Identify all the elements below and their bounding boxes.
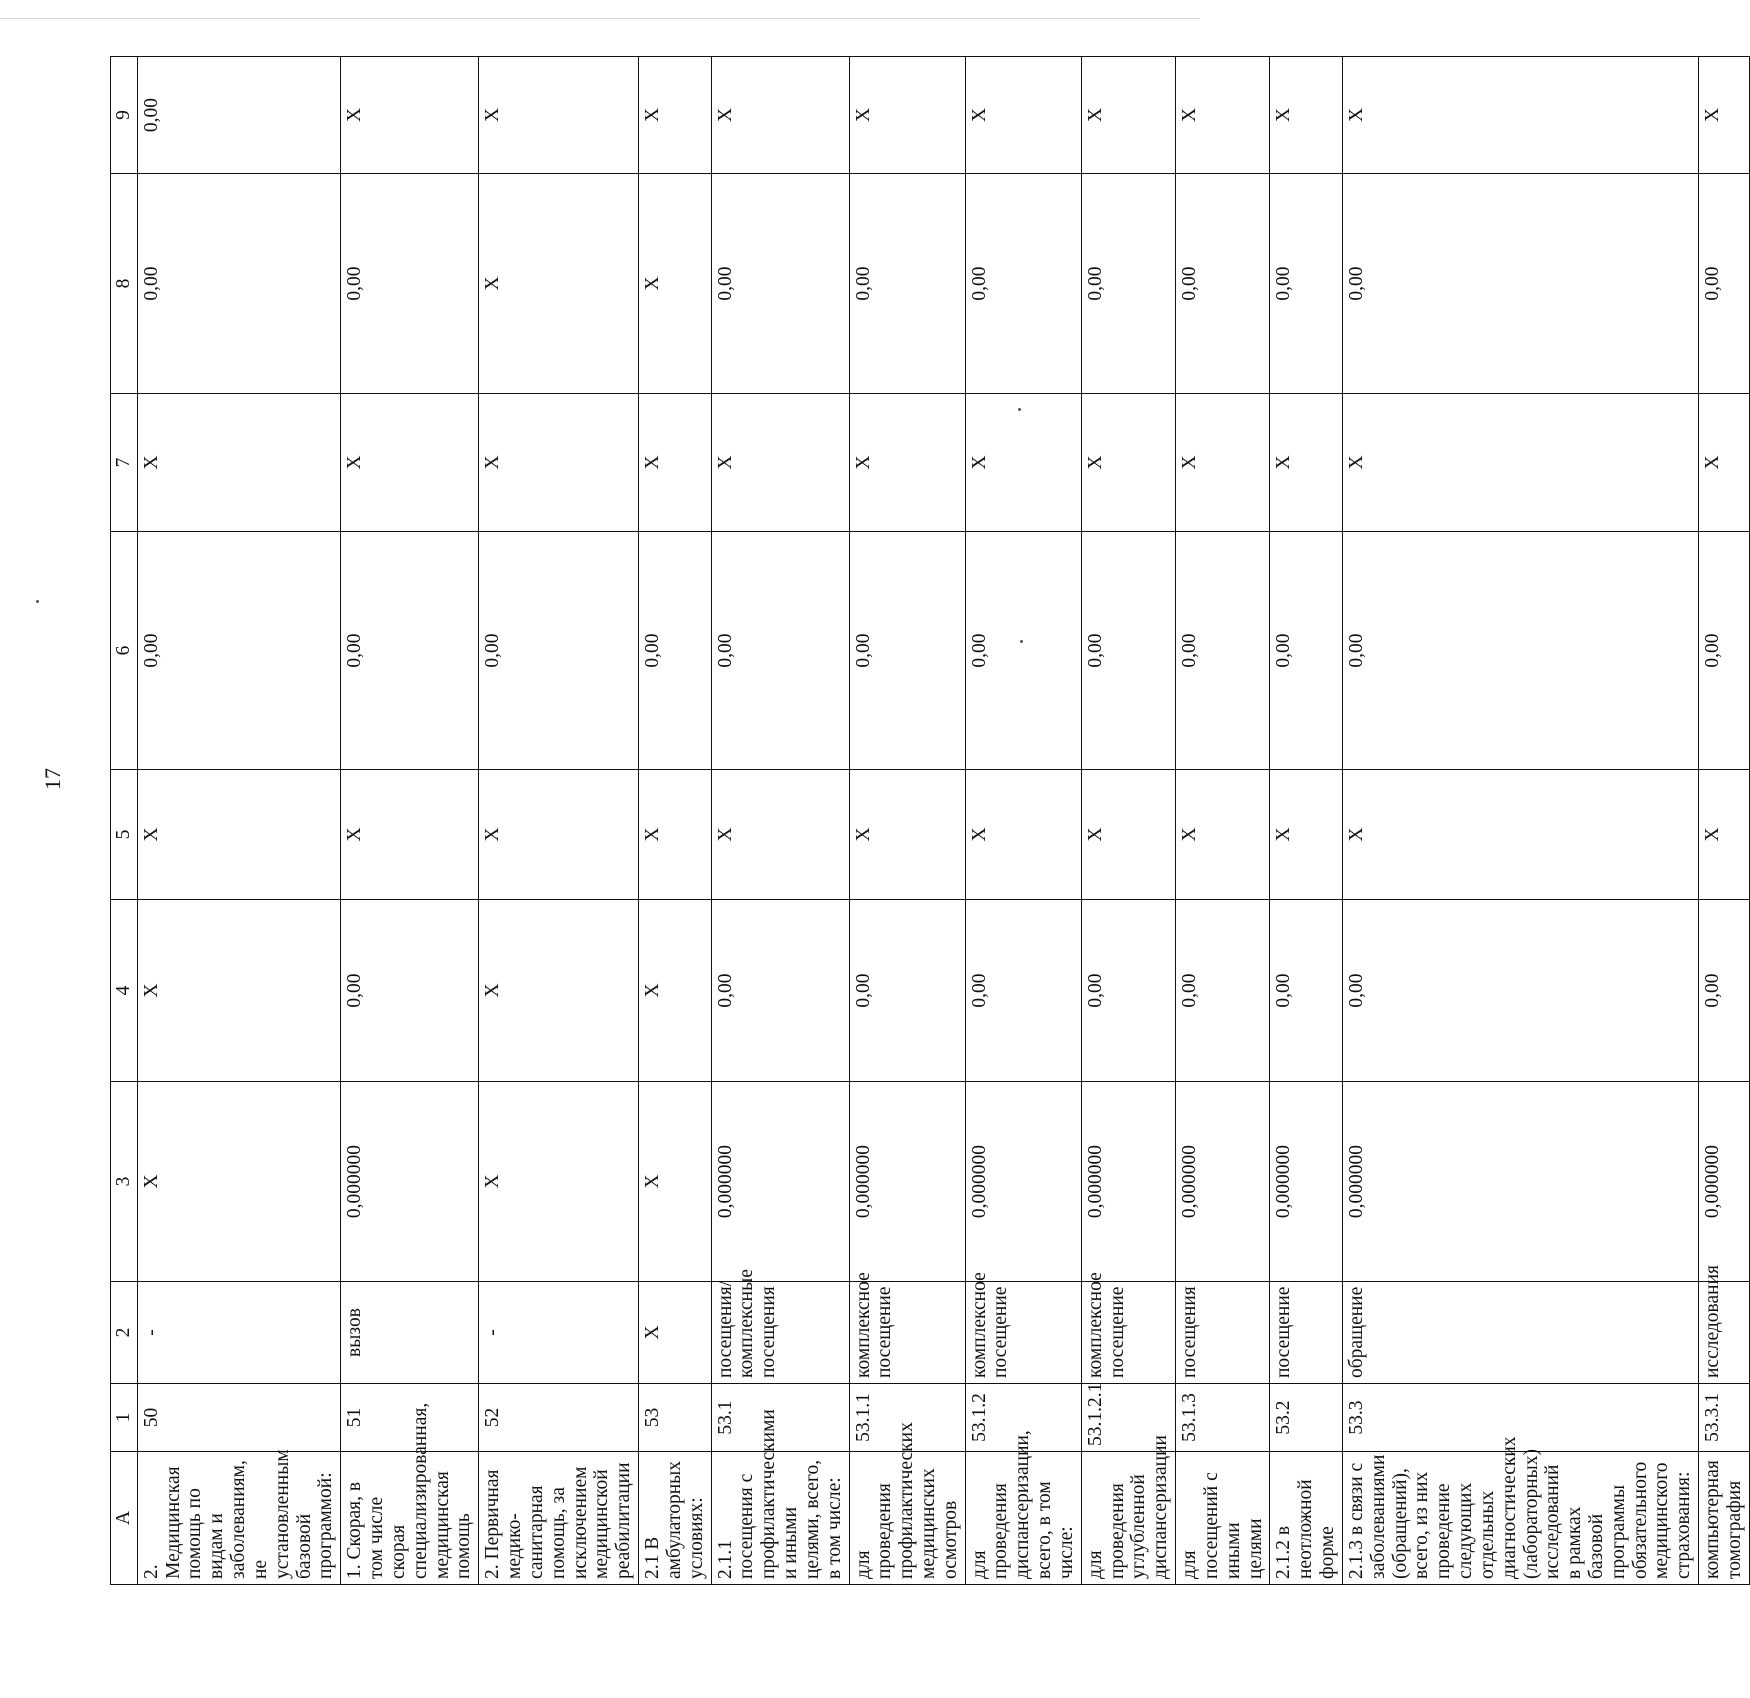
table-cell: Х xyxy=(1342,770,1698,900)
table-cell: - xyxy=(479,1282,639,1384)
table-cell: Х xyxy=(639,1082,711,1282)
table-cell: посещения xyxy=(1176,1282,1270,1384)
row-label-cell: 2.1 В амбулаторных условиях: xyxy=(639,1452,711,1585)
table-cell: исследования xyxy=(1699,1282,1750,1384)
column-header: 6 xyxy=(111,532,138,770)
table-cell: Х xyxy=(479,900,639,1082)
table-cell: Х xyxy=(639,770,711,900)
table-cell: 0,00 xyxy=(1176,532,1270,770)
table-cell: Х xyxy=(1081,394,1175,532)
table-cell: Х xyxy=(849,57,965,174)
table-cell: 0,000000 xyxy=(341,1082,479,1282)
table-cell: 0,00 xyxy=(1270,900,1342,1082)
table-cell: 0,00 xyxy=(1699,532,1750,770)
table-cell: Х xyxy=(137,1082,340,1282)
table-cell: 0,000000 xyxy=(1342,1082,1698,1282)
table-cell: 0,00 xyxy=(137,532,340,770)
table-cell: Х xyxy=(711,57,849,174)
table-cell: 0,00 xyxy=(639,532,711,770)
column-header: 8 xyxy=(111,174,138,394)
table-cell: 53.1.2 xyxy=(965,1384,1081,1452)
column-header: 7 xyxy=(111,394,138,532)
row-label-cell: для проведения диспансеризации, всего, в том числе: xyxy=(965,1452,1081,1585)
table-cell: Х xyxy=(849,394,965,532)
table-cell: 0,00 xyxy=(1342,174,1698,394)
row-label-cell: компьютерная томография xyxy=(1699,1452,1750,1585)
table-cell: Х xyxy=(1081,57,1175,174)
table-row xyxy=(1176,57,1270,1585)
row-label-cell: для посещений с иными целями xyxy=(1176,1452,1270,1585)
table-cell: Х xyxy=(137,394,340,532)
table-cell: 0,000000 xyxy=(849,1082,965,1282)
table-row xyxy=(137,57,340,1585)
table-cell: - xyxy=(137,1282,340,1384)
row-label-cell: для проведения профилактических медицинских осмотров xyxy=(849,1452,965,1585)
table-cell: Х xyxy=(1176,394,1270,532)
table-cell: Х xyxy=(1270,394,1342,532)
table-cell: Х xyxy=(137,770,340,900)
table-cell: Х xyxy=(479,174,639,394)
table-cell: Х xyxy=(479,770,639,900)
table-row xyxy=(1270,57,1342,1585)
table-cell: 0,00 xyxy=(341,532,479,770)
table-cell: 53.1.1 xyxy=(849,1384,965,1452)
table-cell: 53 xyxy=(639,1384,711,1452)
table-cell: 0,00 xyxy=(849,174,965,394)
table-row xyxy=(1081,57,1175,1585)
table-cell: 0,00 xyxy=(341,174,479,394)
table-cell: 0,00 xyxy=(1699,174,1750,394)
table-cell: 0,00 xyxy=(137,174,340,394)
header-row xyxy=(111,57,138,1585)
table-cell: Х xyxy=(849,770,965,900)
table-cell: 0,00 xyxy=(341,900,479,1082)
row-label-cell: 2.1.3 в связи с заболеваниями (обращений), всего, из них проведение следующих отдельных диагностических (лабораторных) исследований в рамках базовой программы обязательного медицинского страхования: xyxy=(1342,1452,1698,1585)
table-cell: 52 xyxy=(479,1384,639,1452)
scan-edge xyxy=(0,0,1200,19)
table-cell: Х xyxy=(639,900,711,1082)
table-cell: посещения/ комплексные посещения xyxy=(711,1282,849,1384)
table-cell: комплексное посещение xyxy=(849,1282,965,1384)
table-cell: 0,000000 xyxy=(1081,1082,1175,1282)
table-cell: 0,000000 xyxy=(711,1082,849,1282)
table-cell: 0,00 xyxy=(1176,174,1270,394)
table-cell: Х xyxy=(639,1282,711,1384)
table-cell: Х xyxy=(137,900,340,1082)
table-cell: 0,00 xyxy=(965,532,1081,770)
column-header: 3 xyxy=(111,1082,138,1282)
table-row xyxy=(849,57,965,1585)
row-label-cell: для проведения углубленной диспансеризации xyxy=(1081,1452,1175,1585)
row-label-cell: 2. Медицинская помощь по видам и заболеваниям, не установленным базовой программой: xyxy=(137,1452,340,1585)
table-cell: Х xyxy=(479,57,639,174)
table-cell: 0,00 xyxy=(711,900,849,1082)
table-cell: Х xyxy=(1176,57,1270,174)
table-cell: Х xyxy=(1342,394,1698,532)
table-cell: Х xyxy=(639,57,711,174)
table-cell: Х xyxy=(479,394,639,532)
table-cell: 50 xyxy=(137,1384,340,1452)
table-cell: 0,00 xyxy=(711,174,849,394)
table-cell: 0,00 xyxy=(1699,900,1750,1082)
table-cell: 0,00 xyxy=(1176,900,1270,1082)
table-cell: Х xyxy=(1699,394,1750,532)
table-cell: Х xyxy=(341,770,479,900)
scan-speck xyxy=(36,600,39,603)
table-cell: 0,00 xyxy=(1081,900,1175,1082)
table-cell: 0,000000 xyxy=(965,1082,1081,1282)
table-row xyxy=(341,57,479,1585)
table-cell: 0,00 xyxy=(849,532,965,770)
table-row xyxy=(479,57,639,1585)
table-row xyxy=(711,57,849,1585)
table-cell: Х xyxy=(639,394,711,532)
column-header: А xyxy=(111,1452,138,1585)
table-cell: 0,00 xyxy=(1270,532,1342,770)
table-cell: Х xyxy=(1270,770,1342,900)
table-cell: 53.2 xyxy=(1270,1384,1342,1452)
table-cell: Х xyxy=(711,394,849,532)
table-cell: вызов xyxy=(341,1282,479,1384)
table-cell: 0,000000 xyxy=(1270,1082,1342,1282)
table-cell: 0,00 xyxy=(479,532,639,770)
table-cell: Х xyxy=(1342,57,1698,174)
table-cell: 0,00 xyxy=(1270,174,1342,394)
column-header: 4 xyxy=(111,900,138,1082)
table-cell: Х xyxy=(341,394,479,532)
table-cell: 0,00 xyxy=(137,57,340,174)
table-row xyxy=(1699,57,1750,1585)
table-cell: 0,00 xyxy=(1081,532,1175,770)
table-cell: обращение xyxy=(1342,1282,1698,1384)
table-cell: 0,000000 xyxy=(1699,1082,1750,1282)
column-header: 2 xyxy=(111,1282,138,1384)
row-label-cell: 2. Первичная медико-санитарная помощь, за исключением медицинской реабилитации xyxy=(479,1452,639,1585)
table-cell: Х xyxy=(479,1082,639,1282)
table-row xyxy=(639,57,711,1585)
table-cell: Х xyxy=(965,57,1081,174)
table-cell: 51 xyxy=(341,1384,479,1452)
table-cell: Х xyxy=(965,394,1081,532)
table-cell: Х xyxy=(1699,57,1750,174)
table-cell: 53.1.3 xyxy=(1176,1384,1270,1452)
row-label-cell: 2.1.1 посещения с профилактическими и иными целями, всего, в том числе: xyxy=(711,1452,849,1585)
table-cell: 53.3 xyxy=(1342,1384,1698,1452)
table-cell: 0,00 xyxy=(1342,900,1698,1082)
table-cell: Х xyxy=(1699,770,1750,900)
table-cell: Х xyxy=(965,770,1081,900)
table-cell: Х xyxy=(1270,57,1342,174)
table-cell: Х xyxy=(639,174,711,394)
table-cell: 0,00 xyxy=(965,900,1081,1082)
row-label-cell: 1. Скорая, в том числе скорая специализированная, медицинская помощь xyxy=(341,1452,479,1585)
page-number: 17 xyxy=(40,768,65,790)
table-row xyxy=(1342,57,1698,1585)
table-cell: 0,000000 xyxy=(1176,1082,1270,1282)
table-cell: комплексное посещение xyxy=(1081,1282,1175,1384)
rotated-table-container xyxy=(110,57,1745,1585)
column-header: 5 xyxy=(111,770,138,900)
table-cell: 0,00 xyxy=(1081,174,1175,394)
column-header: 9 xyxy=(111,57,138,174)
table-cell: Х xyxy=(1081,770,1175,900)
table-cell: 53.1 xyxy=(711,1384,849,1452)
table-cell: Х xyxy=(711,770,849,900)
table-cell: 0,00 xyxy=(849,900,965,1082)
table-cell: 0,00 xyxy=(1342,532,1698,770)
table-body xyxy=(111,57,1750,1585)
table-cell: Х xyxy=(1176,770,1270,900)
table-cell: 53.3.1 xyxy=(1699,1384,1750,1452)
table-cell: комплексное посещение xyxy=(965,1282,1081,1384)
row-label-cell: 2.1.2 в неотложной форме xyxy=(1270,1452,1342,1585)
table-cell: посещение xyxy=(1270,1282,1342,1384)
table-row xyxy=(965,57,1081,1585)
data-table xyxy=(110,56,1750,1585)
column-header: 1 xyxy=(111,1384,138,1452)
table-cell: 0,00 xyxy=(965,174,1081,394)
table-cell: 0,00 xyxy=(711,532,849,770)
table-cell: Х xyxy=(341,57,479,174)
table-cell: 53.1.2.1 xyxy=(1081,1384,1175,1452)
